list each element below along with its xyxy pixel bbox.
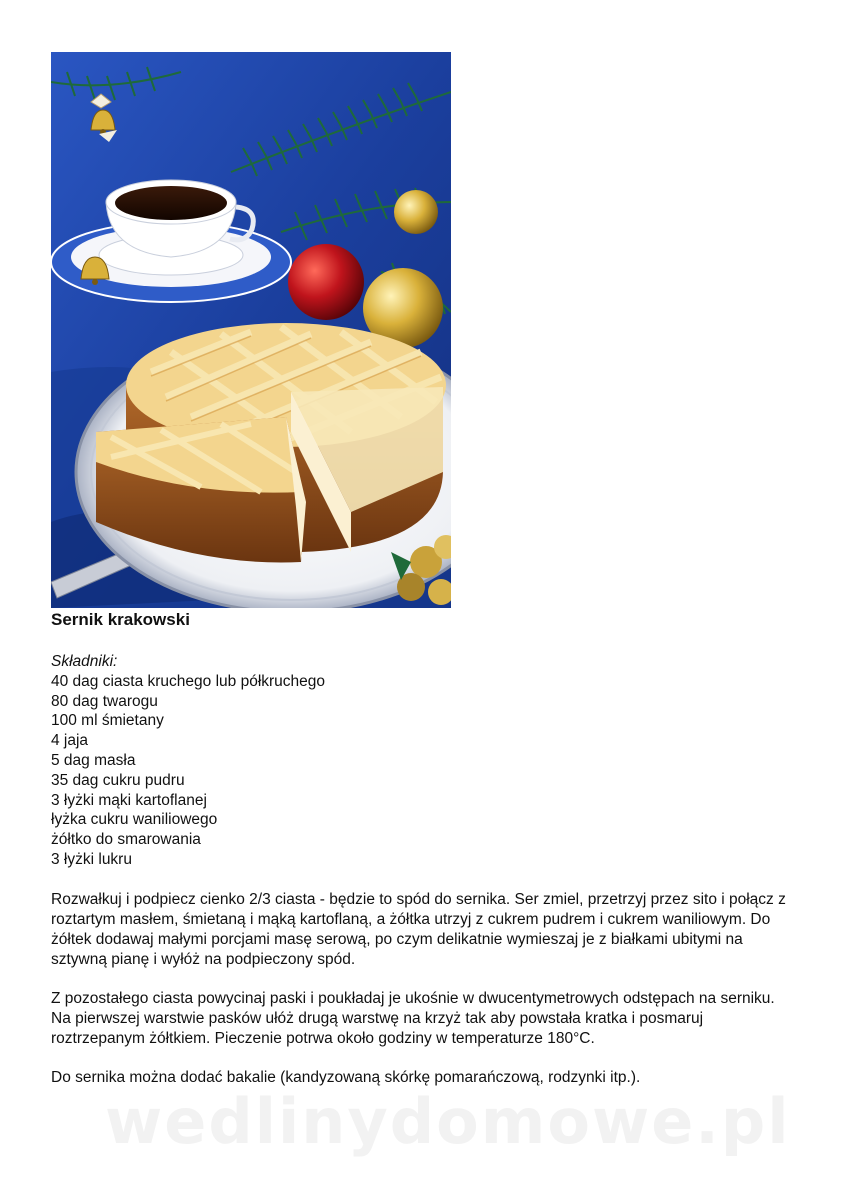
ingredient-item: 80 dag twarogu — [51, 692, 158, 710]
red-ornament — [288, 244, 364, 320]
cheesecake-photo — [51, 52, 451, 608]
ingredient-item: 35 dag cukru pudru — [51, 771, 185, 789]
cheesecake — [96, 323, 446, 563]
ingredient-item: 40 dag ciasta kruchego lub półkruchego — [51, 672, 326, 690]
instructions-paragraph-3: Do sernika można dodać bakalie (kandyzowaną skórkę pomarańczową, rodzynki itp.). — [51, 1069, 641, 1086]
ingredient-item: 3 łyżki lukru — [51, 850, 132, 868]
ingredients-label: Składniki: — [51, 653, 118, 670]
ingredient-item: 4 jaja — [51, 732, 89, 750]
instructions-paragraph-1: Rozwałkuj i podpiecz cienko 2/3 ciasta - będzie to spód do sernika. Ser zmiel, przetrzyj przez sito i połącz z roztartym masłem, śmietaną i mąką kartoflaną, a żółtka utrzyj z cukrem pudrem i cukrem waniliowym. Do żółtek dodawaj małymi porcjami masę serową, po czym delikatnie wymieszaj je z białkami ubitymi na sztywną pianę i wyłóż na podpieczony spód. — [51, 891, 786, 968]
ingredient-item: 5 dag masła — [51, 751, 136, 769]
recipe-title: Sernik krakowski — [51, 610, 190, 629]
ingredient-item: łyżka cukru waniliowego — [51, 811, 218, 829]
ingredient-item: żółtko do smarowania — [51, 831, 201, 849]
instructions-paragraph-2: Z pozostałego ciasta powycinaj paski i poukładaj je ukośnie w dwucentymetrowych odstępach na serniku. Na pierwszej warstwie pasków ułóż drugą warstwę na krzyż tak aby powstała kratka i posmaruj roztrzepanym żółtkiem. Pieczenie potrwa około godziny w temperaturze 180°C. — [51, 990, 775, 1047]
ingredient-item: 100 ml śmietany — [51, 712, 164, 730]
watermark: wedlinydomowe.pl — [105, 1085, 791, 1158]
ingredient-item: 3 łyżki mąki kartoflanej — [51, 791, 207, 809]
ingredients-section — [51, 652, 325, 870]
gold-ornament-small — [394, 190, 438, 234]
ingredients-list — [51, 672, 325, 870]
